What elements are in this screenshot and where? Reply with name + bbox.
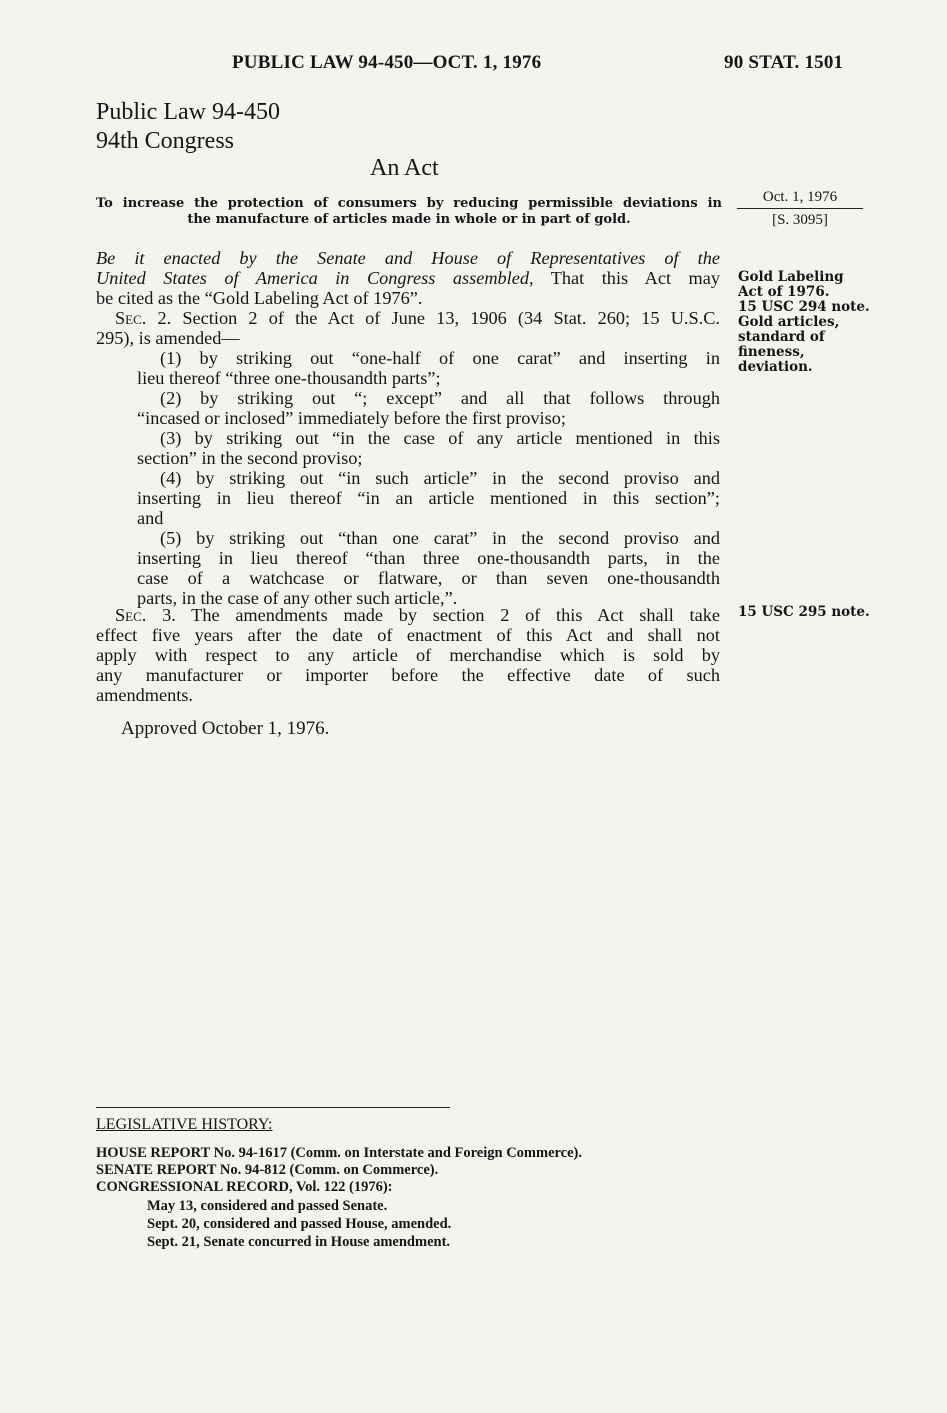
section-2-line: 295), is amended— [96, 328, 240, 348]
margin-note-line: standard of [738, 329, 825, 345]
legislative-history-heading: LEGISLATIVE HISTORY: [96, 1116, 273, 1133]
margin-note-effective-date [738, 605, 870, 620]
margin-note-line: fineness, [738, 344, 805, 360]
margin-date: Oct. 1, 1976 [762, 189, 838, 205]
amendment-item-5: inserting in lieu thereof “than three one-thousandth parts, in the [137, 548, 720, 568]
margin-note-short-title [738, 270, 870, 375]
margin-note-line: deviation. [738, 359, 813, 375]
amendment-item-2: “incased or inclosed” immediately before the first proviso; [137, 408, 566, 428]
amendment-item-1: lieu thereof “three one-thousandth parts”; [137, 368, 441, 388]
section-3-text: 3. The amendments made by section 2 of this Act shall take [146, 605, 720, 625]
amendment-item-5: parts, in the case of any other such article,”. [137, 588, 458, 608]
act-title: An Act [370, 155, 439, 181]
enacting-clause-italic: United States of America in Congress assembled, [96, 268, 534, 288]
enacting-clause-line [96, 268, 720, 288]
enacting-clause-line: be cited as the “Gold Labeling Act of 1976”. [96, 288, 423, 308]
statute-page-number: 90 STAT. 1501 [724, 52, 844, 73]
history-entry: Sept. 20, considered and passed House, amended. [147, 1216, 452, 1232]
amendment-item-5: (5) by striking out “than one carat” in the second proviso and [160, 528, 720, 548]
section-label: Sec. [115, 605, 147, 625]
history-house-report: HOUSE REPORT No. 94-1617 (Comm. on Interstate and Foreign Commerce). [96, 1145, 583, 1161]
enacting-clause-text: That this Act may [533, 268, 720, 288]
amendment-item-4: and [137, 508, 164, 528]
margin-bill-number: [S. 3095] [772, 212, 828, 228]
purpose-line-2: the manufacture of articles made in whole or in part of gold. [187, 212, 631, 227]
margin-note-line: Gold Labeling [738, 269, 844, 285]
amendment-item-5: case of a watchcase or flatware, or than seven one-thousandth [137, 568, 720, 588]
section-3-line: amendments. [96, 685, 193, 705]
history-entry: Sept. 21, Senate concurred in House amendment. [147, 1234, 451, 1250]
section-3-line: apply with respect to any article of merchandise which is sold by [96, 645, 720, 665]
congress-number: 94th Congress [96, 128, 234, 154]
amendment-item-3: (3) by striking out “in the case of any article mentioned in this [160, 428, 720, 448]
amendment-item-2: (2) by striking out “; except” and all that follows through [160, 388, 720, 408]
history-rule [96, 1107, 450, 1108]
history-entry: May 13, considered and passed Senate. [147, 1198, 388, 1214]
purpose-line-1: To increase the protection of consumers by reducing permissible deviations in [96, 196, 722, 211]
running-header-title: PUBLIC LAW 94-450—OCT. 1, 1976 [232, 52, 542, 73]
history-senate-report: SENATE REPORT No. 94-812 (Comm. on Commerce). [96, 1162, 439, 1178]
approval-date: Approved October 1, 1976. [121, 718, 330, 739]
margin-note-line: Gold articles, [738, 314, 840, 330]
section-3-line [115, 605, 720, 625]
section-label: Sec. [115, 308, 147, 328]
margin-note-line: 15 USC 294 note. [738, 299, 870, 315]
section-3-line: effect five years after the date of enactment of this Act and shall not [96, 625, 720, 645]
act-purpose [96, 196, 722, 228]
amendment-item-1: (1) by striking out “one-half of one carat” and inserting in [160, 348, 720, 368]
public-law-number: Public Law 94-450 [96, 99, 280, 125]
margin-note-line: 15 USC 295 note. [738, 604, 870, 620]
section-3-line: any manufacturer or importer before the effective date of such [96, 665, 720, 685]
amendment-item-4: inserting in lieu thereof “in an article mentioned in this section”; [137, 488, 720, 508]
amendment-item-3: section” in the second proviso; [137, 448, 363, 468]
history-congressional-record: CONGRESSIONAL RECORD, Vol. 122 (1976): [96, 1179, 393, 1195]
enacting-clause-line: Be it enacted by the Senate and House of Representatives of the [96, 248, 720, 268]
amendment-item-4: (4) by striking out “in such article” in the second proviso and [160, 468, 720, 488]
margin-note-line: Act of 1976. [738, 284, 830, 300]
section-2-line [115, 308, 720, 328]
section-2-text: 2. Section 2 of the Act of June 13, 1906 (34 Stat. 260; 15 U.S.C. [146, 308, 720, 328]
margin-date-rule [737, 208, 863, 209]
